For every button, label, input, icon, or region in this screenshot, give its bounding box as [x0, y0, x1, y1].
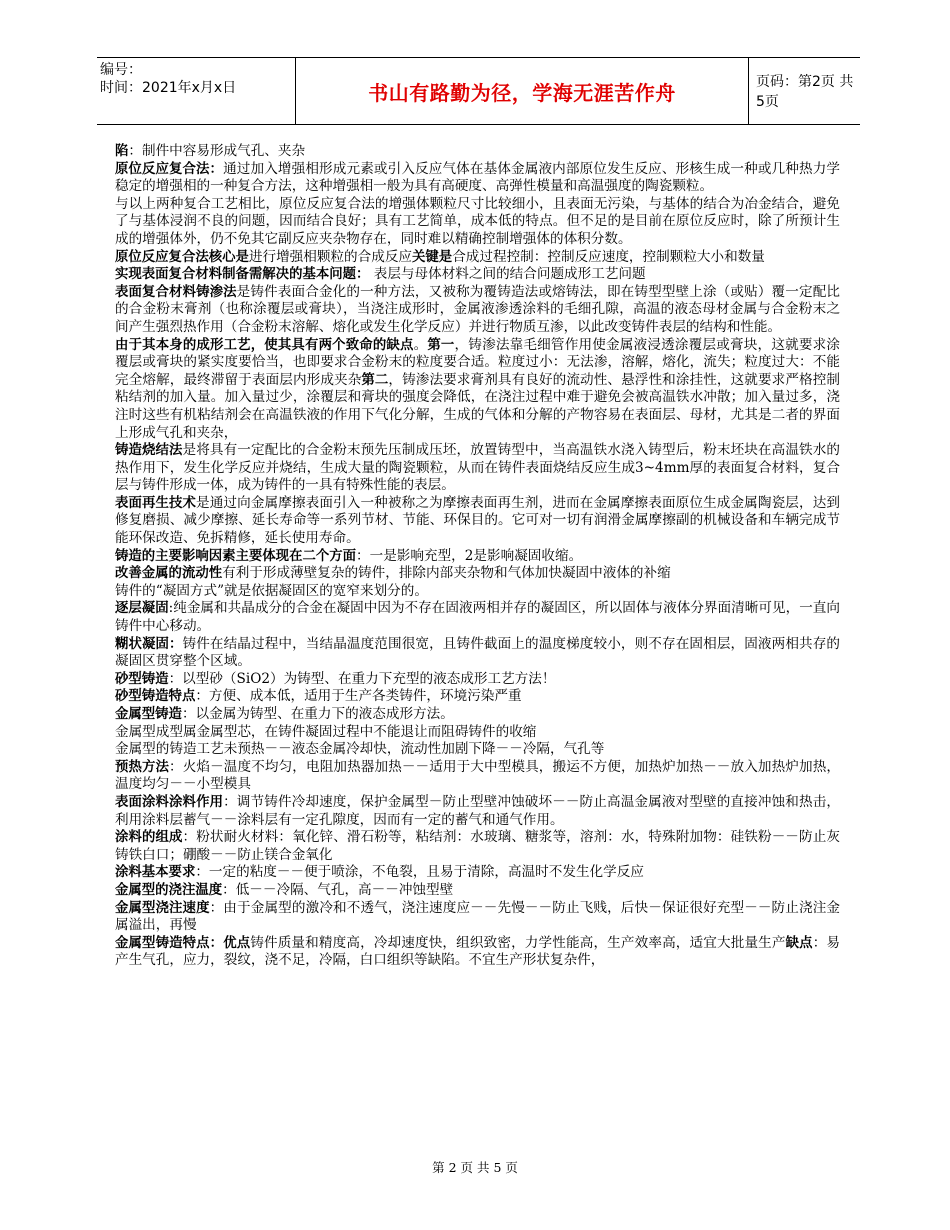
paragraph [115, 724, 840, 742]
paragraph [115, 337, 840, 443]
paragraph [115, 583, 840, 601]
paragraph-text: 金属型成型属金属型芯，在铸件凝固过程中不能退让而阻碍铸件的收缩 [115, 723, 537, 740]
paragraph-text: 是通过向金属摩擦表面引入一种被称之为摩擦表面再生剂，进而在金属摩擦表面原位生成金属陶瓷层，达到修复磨损、减少摩擦、延长寿命等一系列节材、节能、环保目的。它可对一切有润滑金属摩擦副的机械设备和车辆完成节能环保改造、免拆精修，延长使用寿命。 [115, 494, 841, 547]
paragraph-text: 铸件质量和精度高，冷却速度快，组织致密，力学性能高，生产效率高，适宜大批量生产 [250, 934, 786, 951]
paragraph-term: 逐层凝固 [115, 601, 169, 617]
paragraph [115, 759, 840, 794]
paragraph [115, 284, 840, 337]
paragraph-text: ：方便、成本低，适用于生产各类铸件，环境污染严重 [195, 688, 522, 705]
paragraph [115, 935, 840, 970]
paragraph [115, 600, 840, 635]
paragraph-text: 有利于形成薄壁复杂的铸件，排除内部夹杂物和气体加快凝固中液体的补缩 [222, 565, 671, 582]
paragraph-term: 关键是 [412, 249, 453, 265]
document-body [115, 143, 840, 970]
paragraph-text: ：粉状耐火材料：氧化锌、滑石粉等，粘结剂：水玻璃、糖浆等，溶剂：水，特殊附加物：硅铁粉－－防止灰铸铁白口；硼酸－－防止镁合金氧化 [115, 829, 840, 863]
paragraph-term: 铸造的主要影响因素主要体现在二个方面 [115, 548, 357, 564]
paragraph-term: 糊状凝固： [115, 636, 183, 652]
header-meta [97, 58, 295, 124]
paragraph-text: ，铸渗法靠毛细管作用使金属液浸透涂覆层或膏块，这就要求涂覆层或膏块的紧实度要恰当，也即要求合金粉末的粒度要合适。粒度过小：无法渗，溶解，熔化，流失；粒度过大：不能完全熔解，最终滞留于表面层内形成夹杂 [115, 336, 841, 388]
paragraph [115, 442, 840, 495]
paragraph-text: ：易产生气孔，应力，裂纹，浇不足，冷隔，白口组织等缺陷。不宜生产形状复杂件， [115, 934, 841, 969]
paragraph-term: 表面复合材料铸渗法 [115, 284, 237, 300]
paragraph [115, 829, 840, 864]
paragraph-text: 铸件的“凝固方式”就是依据凝固区的宽窄来划分的。 [115, 582, 428, 599]
paragraph-text: 。 [413, 336, 428, 353]
paragraph-term: 表面再生技术 [115, 495, 197, 511]
paragraph-term: 改善金属的流动性 [115, 566, 223, 582]
paragraph [115, 161, 840, 196]
paragraph [115, 636, 840, 671]
paragraph [115, 249, 840, 267]
paragraph-term: 砂型铸造特点 [115, 689, 196, 705]
paragraph [115, 688, 840, 706]
paragraph-term: 金属型浇注速度 [115, 900, 210, 916]
header-motto: 书山有路勤为径，学海无涯苦作舟 [295, 58, 749, 124]
paragraph-term: 原位反应复合法： [115, 161, 224, 177]
paragraph [115, 882, 840, 900]
paragraph-text: 与以上两种复合工艺相比，原位反应复合法的增强体颗粒尺寸比较细小，且表面无污染，与基体的结合为冶金结合，避免了与基体浸润不良的问题，因而结合良好；具有工艺简单，成本低的特点。但不足的是目前在原位反应时，除了所预计生成的增强体外，仍不免其它副反应夹杂物存在，同时难以精确控制增强体的体积分数。 [115, 195, 840, 247]
paragraph [115, 706, 840, 724]
paragraph-text: 铸件在结晶过程中，当结晶温度范围很宽，且铸件截面上的温度梯度较小，则不存在固相层，固液两相共存的凝固区贯穿整个区域。 [115, 635, 841, 670]
paragraph [115, 671, 840, 689]
paragraph-text: 金属型的铸造工艺未预热－－液态金属冷却快，流动性加剧下降－－冷隔，气孔等 [115, 741, 605, 758]
paragraph [115, 900, 840, 935]
paragraph-term: 第一 [427, 337, 455, 353]
paragraph-term: 原位反应复合法核心是 [115, 249, 249, 265]
page-footer: 第 2 页 共 5 页 [432, 1160, 518, 1175]
document-time-label: 时间：2021年x月x日 [100, 80, 237, 96]
paragraph [115, 548, 840, 566]
paragraph [115, 266, 840, 284]
paragraph-text: :纯金属和共晶成分的合金在凝固中因为不存在固液两相并存的凝固区，所以固体与液体分界面清晰可见，一直向铸件中心移动。 [115, 600, 841, 635]
paragraph-text: 表层与母体材料之间的结合问题成形工艺问题 [369, 266, 646, 283]
paragraph-term: 涂料的组成 [115, 830, 183, 846]
paragraph-term: 实现表面复合材料制备需解决的基本问题： [115, 267, 370, 283]
paragraph-text: 进行增强相颗粒的合成反应 [248, 248, 413, 265]
document-number-label: 编号： [100, 62, 142, 78]
paragraph [115, 565, 840, 583]
paragraph-text: ：调节铸件冷却速度，保护金属型－防止型壁冲蚀破坏－－防止高温金属液对型壁的直接冲蚀和热击，利用涂料层蓄气－－涂料层有一定孔隙度，因而有一定的蓄气和通气作用。 [115, 793, 840, 828]
paragraph [115, 495, 840, 548]
paragraph-text: ：以金属为铸型、在重力下的液态成形方法。 [181, 706, 454, 722]
paragraph-text: ，铸渗法要求膏剂具有良好的流动性、悬浮性和涂挂性，这就要求严格控制粘结剂的加入量。加入量过少，涂覆层和膏块的强度会降低，在浇注过程中难于避免会被高温铁水冲散；加入量过多，浇注时这些有机粘结剂会在高温铁液的作用下气化分解，生成的气体和分解的产物容易在表面层、母材，尤其是二者的界面上形成气孔和夹杂， [115, 371, 841, 441]
paragraph-text: ：火焰－温度不均匀，电阻加热器加热－－适用于大中型模具，搬运不方便，加热炉加热－－放入加热炉加热，温度均匀－－小型模具 [115, 758, 841, 793]
paragraph-term: 涂料基本要求 [115, 865, 196, 881]
paragraph [115, 864, 840, 882]
paragraph [115, 741, 840, 759]
paragraph-term: 预热方法 [115, 759, 169, 775]
paragraph-text: ：一是影响充型，2是影响凝固收缩。 [356, 547, 583, 564]
paragraph-term: 金属型铸造特点：优点 [115, 935, 251, 951]
paragraph-text: ：以型砂（SiO2）为铸型、在重力下充型的液态成形工艺方法！ [168, 670, 556, 687]
header-page-info: 页码：第2页 共5页 [756, 74, 854, 110]
paragraph-text: 是将具有一定配比的合金粉末预先压制成压坯，放置铸型中，当高温铁水浇入铸型后，粉末坯块在高温铁水的热作用下，发生化学反应并烧结，生成大量的陶瓷颗粒，从而在铸件表面烧结反应生成3~4mm厚的表面复合材料，复合层与铸件形成一体，成为铸件的一具有特殊性能的表层。 [115, 442, 841, 494]
paragraph-text: ：一定的粘度－－便于喷涂，不龟裂，且易于清除，高温时不发生化学反应 [195, 864, 644, 881]
paragraph [115, 794, 840, 829]
paragraph-term: 砂型铸造 [115, 671, 169, 687]
paragraph-text: ：由于金属型的激冷和不透气，浇注速度应－－先慢－－防止飞贱，后快－保证很好充型－－防止浇注金属溢出，再慢 [115, 899, 841, 934]
paragraph-term: 铸造烧结法 [115, 443, 183, 459]
paragraph-term: 第二 [361, 372, 389, 388]
paragraph-term: 金属型的浇注温度 [115, 882, 223, 898]
page-header [97, 57, 860, 125]
paragraph-text: 通过加入增强相形成元素或引入反应气体在基体金属液内部原位发生反应、形核生成一种或几种热力学稳定的增强相的一种复合方法，这种增强相一般为具有高硬度、高弹性模量和高温强度的陶瓷颗粒。 [115, 160, 841, 195]
paragraph-text: 合成过程控制：控制反应速度，控制颗粒大小和数量 [452, 248, 765, 265]
paragraph-term: 金属型铸造 [115, 707, 182, 722]
paragraph-term: 表面涂料涂料作用 [115, 794, 224, 810]
paragraph-text: ：低－－冷隔、气孔，高－－冲蚀型壁 [222, 881, 454, 898]
paragraph-term: 陷 [115, 144, 129, 159]
paragraph-term: 缺点 [785, 935, 813, 951]
paragraph-text: ：制件中容易形成气孔、夹杂 [128, 143, 306, 159]
paragraph-text: 是铸件表面合金化的一种方法，又被称为覆铸造法或熔铸法，即在铸型型壁上涂（或贴）覆一定配比的合金粉末膏剂（也称涂覆层或膏块），当浇注成形时，金属液渗透涂料的毛细孔隙，高温的液态母材金属与合金粉末之间产生强烈热作用（合金粉末溶解、熔化或发生化学反应）并进行物质互渗，以此改变铸件表层的结构和性能。 [115, 283, 841, 335]
paragraph [115, 196, 840, 249]
paragraph-term: 由于其本身的成形工艺，使其具有两个致命的缺点 [115, 337, 414, 353]
paragraph [115, 143, 840, 161]
